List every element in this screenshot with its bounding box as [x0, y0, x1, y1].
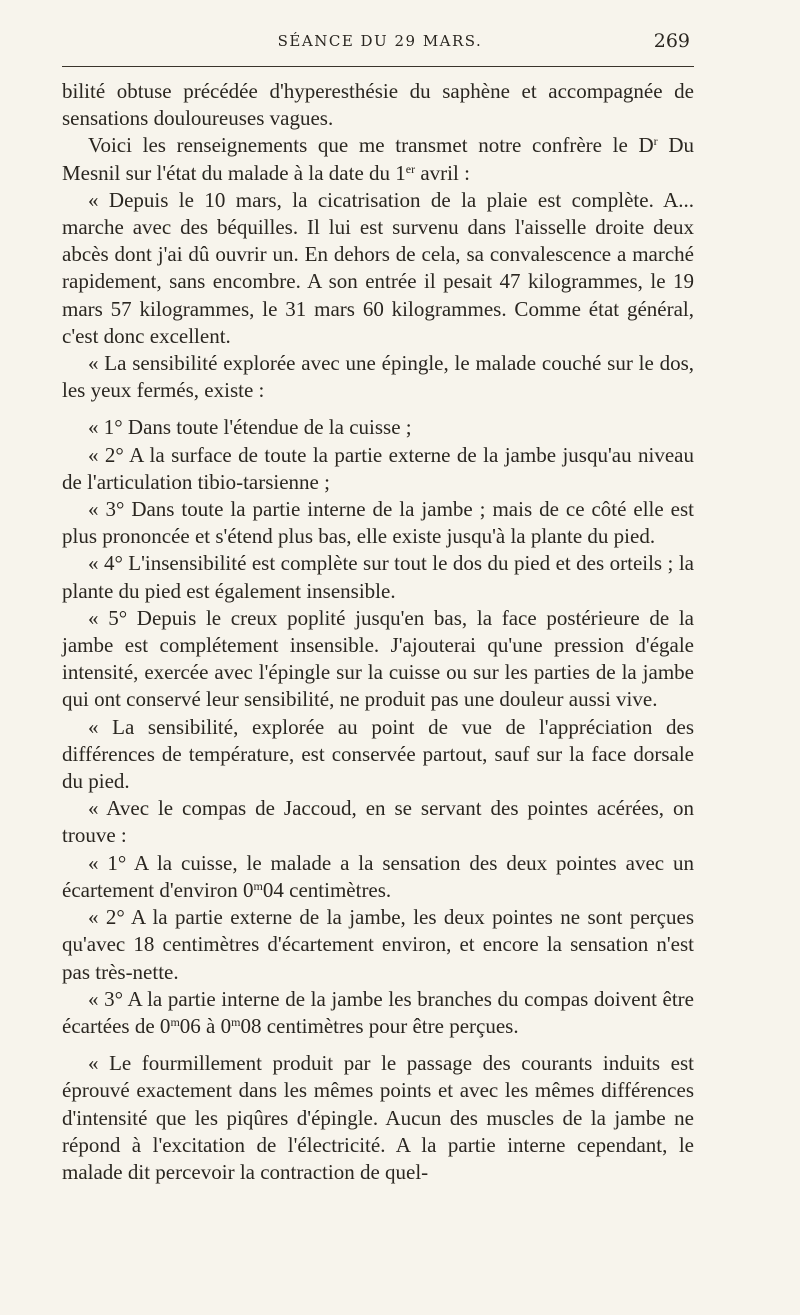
paragraph — [62, 1050, 694, 1186]
paragraph-text: 06 à 0 — [179, 1013, 232, 1038]
paragraph — [62, 904, 694, 986]
superscript: m — [253, 878, 263, 893]
paragraph-text: « 3° A la partie interne de la jambe les branches du compas doivent être écartées de 0 — [62, 986, 694, 1038]
paragraph — [62, 496, 694, 550]
paragraph-text: « 3° Dans toute la partie interne de la jambe ; mais de ce côté elle est plus prononcée et s'étend plus bas, elle existe jusqu'à la plante du pied. — [62, 497, 694, 549]
paragraph-text: 04 centimètres. — [262, 877, 392, 902]
paragraph — [62, 132, 694, 186]
paragraph-text: « Avec le compas de Jaccoud, en se servant des pointes acérées, on trouve : — [62, 796, 694, 848]
paragraph — [62, 350, 694, 404]
paragraph-text: « La sensibilité explorée avec une épingle, le malade couché sur le dos, les yeux fermés, existe : — [62, 351, 694, 403]
paragraph-text: « 2° A la partie externe de la jambe, les deux pointes ne sont perçues qu'avec 18 centimètres d'écartement environ, et encore la sensation n'est pas très-nette. — [62, 905, 694, 984]
paragraph — [62, 414, 694, 441]
header-rule — [62, 66, 694, 67]
running-header — [62, 30, 698, 56]
paragraph-text: Voici les renseignements que me transmet notre confrère le D — [88, 133, 654, 158]
paragraph-text: « Le fourmillement produit par le passage des courants induits est éprouvé exactement dans les mêmes points et avec les mêmes différences d'intensité que les piqûres d'épingle. Aucun des muscles de la jambe ne répond à l'excitation de l'électricité. A la partie interne cependant, le malade dit percevoir la contraction de quel- — [62, 1051, 694, 1184]
superscript: m — [231, 1014, 241, 1029]
running-title: SÉANCE DU 29 MARS. — [277, 32, 483, 50]
paragraph — [62, 550, 694, 604]
paragraph — [62, 78, 694, 132]
paragraph-text: « La sensibilité, explorée au point de vue de l'appréciation des différences de température, est conservée partout, sauf sur la face dorsale du pied. — [62, 714, 694, 794]
paragraph — [62, 986, 694, 1040]
paragraph-text: avril : — [415, 160, 470, 185]
paragraph — [62, 605, 694, 714]
paragraph-text: « 2° A la surface de toute la partie externe de la jambe jusqu'au niveau de l'articulation tibio-tarsienne ; — [62, 442, 694, 494]
superscript: m — [170, 1014, 180, 1029]
paragraph — [62, 795, 694, 849]
paragraph — [62, 442, 694, 496]
superscript: r — [653, 134, 658, 149]
paragraph-text: « 1° Dans toute l'étendue de la cuisse ; — [88, 415, 412, 440]
paragraph — [62, 714, 694, 796]
paragraph — [62, 850, 694, 904]
paragraph-text: « 4° L'insensibilité est complète sur tout le dos du pied et des orteils ; la plante du pied est également insensible. — [62, 551, 694, 603]
body-text — [62, 78, 694, 1186]
paragraph-text: « 1° A la cuisse, le malade a la sensation des deux pointes avec un écartement d'environ 0 — [62, 850, 694, 902]
paragraph-text: « 5° Depuis le creux poplité jusqu'en bas, la face postérieure de la jambe est complétement insensible. J'ajouterai qu'une pression d'égale intensité, exercée avec l'épingle sur la cuisse ou sur les parties de la jambe qui ont conservé leur sensibilité, ne produit pas une douleur aussi vive. — [62, 605, 694, 712]
paragraph-text: « Depuis le 10 mars, la cicatrisation de la plaie est complète. A... marche avec des béquilles. Il lui est survenu dans l'aisselle droite deux abcès dont j'ai dû ouvrir un. En dehors de cela, sa convalescence a marché rapidement, sans encombre. A son entrée il pesait 47 kilogrammes, le 19 mars 57 kilogrammes, le 31 mars 60 kilogrammes. Comme état général, c'est donc excellent. — [62, 187, 694, 348]
paragraph-text: bilité obtuse précédée d'hyperesthésie du saphène et accompagnée de sensations douloureuses vagues. — [62, 79, 694, 131]
paragraph-text: Du Mesnil sur l'état du malade à la date du 1 — [62, 133, 694, 185]
page-number: 269 — [653, 30, 690, 52]
paragraph-text: 08 centimètres pour être perçues. — [240, 1013, 519, 1038]
paragraph — [62, 187, 694, 350]
superscript: er — [405, 161, 416, 176]
